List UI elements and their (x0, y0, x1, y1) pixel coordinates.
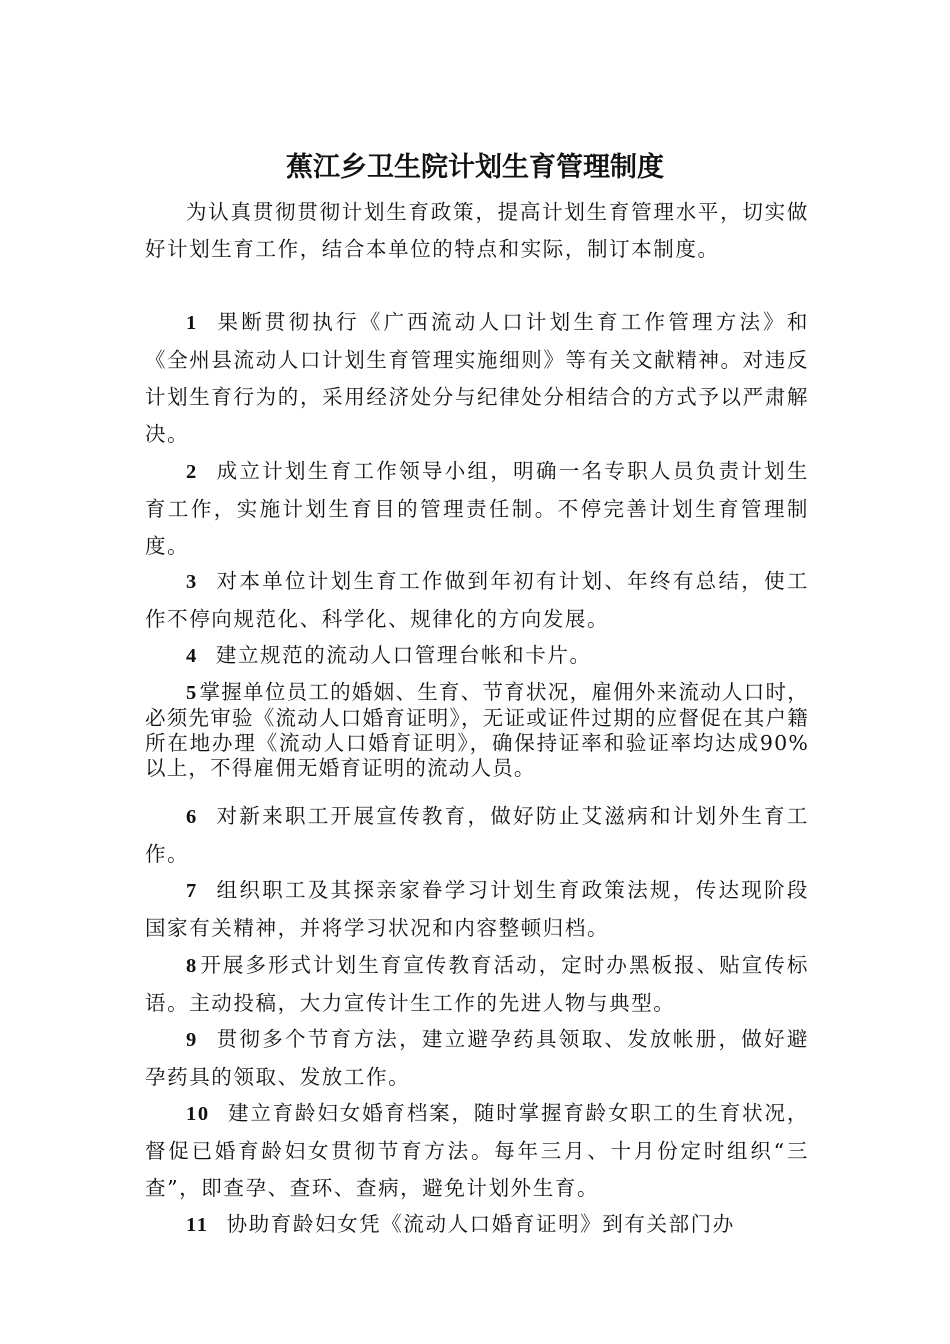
item-number: 2 (186, 461, 198, 483)
item-3 (145, 563, 809, 638)
item-9 (145, 1021, 809, 1096)
item-number: 10 (186, 1103, 210, 1125)
item-text: 对本单位计划生育工作做到年初有计划、年终有总结，使工作不停向规范化、科学化、规律化的方向发展。 (145, 569, 809, 631)
item-10 (145, 1095, 809, 1207)
item-11 (145, 1206, 809, 1244)
item-text: 成立计划生育工作领导小组，明确一名专职人员负责计划生育工作，实施计划生育目的管理责任制。不停完善计划生育管理制度。 (145, 459, 809, 558)
item-text: 果断贯彻执行《广西流动人口计划生育工作管理方法》和《全州县流动人口计划生育管理实施细则》等有关文献精神。对违反计划生育行为的，采用经济处分与纪律处分相结合的方式予以严肃解决。 (145, 310, 809, 446)
item-number: 8 (186, 955, 198, 977)
document-title: 蕉江乡卫生院计划生育管理制度 (286, 152, 664, 183)
item-text: 组织职工及其探亲家眷学习计划生育政策法规，传达现阶段国家有关精神，并将学习状况和内容整顿归档。 (145, 878, 809, 940)
item-text: 对新来职工开展宣传教育，做好防止艾滋病和计划外生育工作。 (145, 804, 809, 866)
item-number: 7 (186, 880, 198, 902)
item-1 (145, 304, 809, 453)
item-8 (145, 947, 809, 1022)
item-text: 掌握单位员工的婚姻、生育、节育状况，雇佣外来流动人口时，必须先审验《流动人口婚育证明》，无证或证件过期的应督促在其户籍所在地办理《流动人口婚育证明》，确保持证率和验证率均达成90%以上，不得雇佣无婚育证明的流动人员。 (145, 680, 809, 780)
item-text: 建立育龄妇女婚育档案，随时掌握育龄女职工的生育状况，督促已婚育龄妇女贯彻节育方法。每年三月、十月份定时组织“三查”，即查孕、查环、查病，避免计划外生育。 (145, 1101, 809, 1200)
item-number: 6 (186, 806, 198, 828)
item-number: 11 (186, 1214, 209, 1236)
item-4 (145, 637, 809, 675)
item-7 (145, 872, 809, 947)
intro-paragraph: 为认真贯彻贯彻计划生育政策，提高计划生育管理水平，切实做好计划生育工作，结合本单位的特点和实际，制订本制度。 (145, 200, 809, 261)
item-number: 3 (186, 571, 198, 593)
item-6 (145, 798, 809, 873)
item-number: 9 (186, 1029, 198, 1051)
item-text: 贯彻多个节育方法，建立避孕药具领取、发放帐册，做好避孕药具的领取、发放工作。 (145, 1027, 809, 1089)
item-text: 建立规范的流动人口管理台帐和卡片。 (215, 643, 592, 667)
item-number: 1 (186, 312, 198, 334)
item-2 (145, 453, 809, 565)
item-number: 4 (186, 645, 198, 667)
item-5 (145, 680, 809, 781)
item-number: 5 (186, 682, 198, 704)
item-text: 协助育龄妇女凭《流动人口婚育证明》到有关部门办 (226, 1212, 735, 1236)
item-text: 开展多形式计划生育宣传教育活动，定时办黑板报、贴宣传标语。主动投稿，大力宣传计生工作的先进人物与典型。 (145, 953, 809, 1015)
